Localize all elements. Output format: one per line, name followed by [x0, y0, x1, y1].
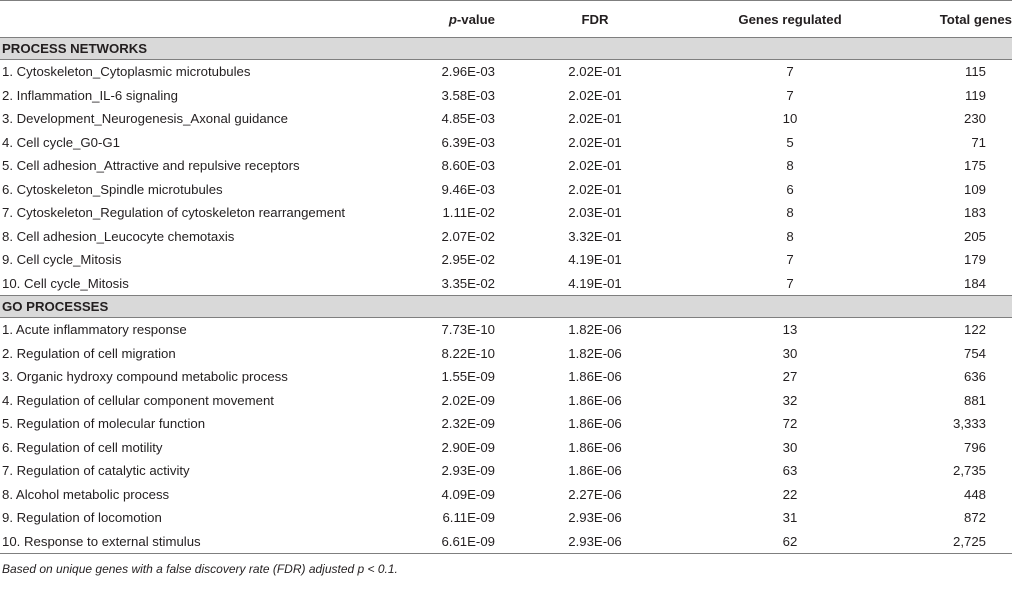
- cell-pvalue: 1.11E-02: [442, 205, 495, 221]
- cell-fdr: 2.03E-01: [568, 205, 622, 221]
- cell-name: 8. Cell adhesion_Leucocyte chemotaxis: [2, 228, 235, 244]
- table-row: [0, 225, 1012, 249]
- cell-total-genes: 122: [963, 322, 986, 338]
- cell-genes-regulated: 72: [782, 416, 798, 432]
- cell-name: 7. Cytoskeleton_Regulation of cytoskeleton rearrangement: [2, 205, 346, 221]
- cell-genes-regulated: 7: [786, 252, 794, 268]
- cell-total-genes: 115: [964, 64, 986, 80]
- cell-name: 9. Regulation of locomotion: [2, 510, 162, 526]
- cell-pvalue: 4.09E-09: [441, 486, 495, 502]
- cell-fdr: 2.93E-06: [568, 510, 622, 526]
- cell-fdr: 1.86E-06: [568, 416, 622, 432]
- cell-pvalue: 6.61E-09: [385, 530, 495, 554]
- cell-pvalue: 8.22E-10: [441, 345, 495, 361]
- table-row: [0, 342, 1012, 366]
- section-title: PROCESS NETWORKS: [0, 38, 1012, 60]
- cell-pvalue: 2.02E-09: [441, 392, 495, 408]
- table-row: [0, 530, 1012, 554]
- cell-genes-regulated: 27: [782, 369, 798, 385]
- table-row: [0, 84, 1012, 108]
- cell-total-genes: 109: [963, 181, 986, 197]
- table-row: [0, 412, 1012, 436]
- cell-total-genes: 230: [963, 111, 986, 127]
- cell-genes-regulated: 8: [786, 158, 794, 174]
- cell-genes-regulated: 30: [782, 345, 798, 361]
- header-pvalue-p: p: [448, 11, 457, 27]
- cell-total-genes: 183: [963, 205, 986, 221]
- cell-fdr: 2.02E-01: [568, 181, 622, 197]
- table-row: [0, 60, 1012, 84]
- cell-pvalue: 4.85E-03: [441, 111, 495, 127]
- header-genes-regulated: Genes regulated: [695, 1, 885, 38]
- cell-pvalue: 2.32E-09: [441, 416, 495, 432]
- cell-fdr: 4.19E-01: [568, 252, 622, 268]
- cell-total-genes: 796: [963, 439, 986, 455]
- cell-fdr: 2.27E-06: [568, 486, 622, 502]
- cell-name: 2. Inflammation_IL-6 signaling: [2, 87, 178, 103]
- cell-total-genes: 205: [963, 228, 986, 244]
- cell-genes-regulated: 5: [786, 134, 794, 150]
- header-total-genes: Total genes: [885, 1, 1012, 38]
- cell-total-genes: 119: [964, 87, 986, 103]
- cell-pvalue: 9.46E-03: [441, 181, 495, 197]
- header-name: [0, 1, 385, 38]
- cell-name: 1. Cytoskeleton_Cytoplasmic microtubules: [2, 64, 251, 80]
- cell-name: 1. Acute inflammatory response: [2, 322, 187, 338]
- header-pvalue: [385, 1, 495, 38]
- cell-pvalue: 8.60E-03: [441, 158, 495, 174]
- cell-pvalue: 1.55E-09: [441, 369, 495, 385]
- cell-total-genes: 2,725: [885, 530, 1012, 554]
- cell-genes-regulated: 6: [786, 181, 794, 197]
- cell-genes-regulated: 62: [695, 530, 885, 554]
- table-row: [0, 201, 1012, 225]
- cell-fdr: 2.02E-01: [568, 111, 622, 127]
- cell-total-genes: 881: [963, 392, 986, 408]
- footnote: Based on unique genes with a false discovery rate (FDR) adjusted p < 0.1.: [2, 562, 398, 576]
- table-row: [0, 272, 1012, 296]
- cell-name: 5. Cell adhesion_Attractive and repulsive receptors: [2, 158, 300, 174]
- cell-fdr: 1.86E-06: [568, 392, 622, 408]
- table-row: [0, 506, 1012, 530]
- table-row: [0, 483, 1012, 507]
- cell-fdr: 1.82E-06: [568, 322, 622, 338]
- cell-total-genes: 2,735: [952, 463, 986, 479]
- cell-total-genes: 448: [963, 486, 986, 502]
- cell-name: 4. Regulation of cellular component movement: [2, 392, 274, 408]
- cell-fdr: 4.19E-01: [568, 275, 622, 291]
- cell-pvalue: 3.58E-03: [441, 87, 495, 103]
- cell-name: 2. Regulation of cell migration: [2, 345, 176, 361]
- cell-fdr: 2.93E-06: [495, 530, 695, 554]
- cell-genes-regulated: 13: [782, 322, 798, 338]
- section-title: GO PROCESSES: [0, 296, 1012, 318]
- cell-fdr: 1.86E-06: [568, 369, 622, 385]
- cell-name: 10. Response to external stimulus: [0, 530, 385, 554]
- cell-total-genes: 754: [963, 345, 986, 361]
- cell-pvalue: 2.07E-02: [441, 228, 495, 244]
- cell-genes-regulated: 8: [786, 228, 794, 244]
- cell-genes-regulated: 31: [782, 510, 798, 526]
- header-row: [0, 1, 1012, 38]
- cell-fdr: 2.02E-01: [568, 87, 622, 103]
- table-row: [0, 318, 1012, 342]
- cell-total-genes: 175: [963, 158, 986, 174]
- cell-fdr: 3.32E-01: [568, 228, 622, 244]
- cell-total-genes: 3,333: [952, 416, 986, 432]
- cell-pvalue: 3.35E-02: [441, 275, 495, 291]
- cell-genes-regulated: 63: [782, 463, 798, 479]
- table-body: [0, 38, 1012, 554]
- table-row: [0, 365, 1012, 389]
- cell-genes-regulated: 7: [786, 87, 794, 103]
- cell-name: 4. Cell cycle_G0-G1: [2, 134, 120, 150]
- cell-fdr: 1.86E-06: [568, 439, 622, 455]
- cell-fdr: 2.02E-01: [568, 158, 622, 174]
- cell-name: 3. Development_Neurogenesis_Axonal guidance: [2, 111, 288, 127]
- table-row: [0, 154, 1012, 178]
- cell-name: 7. Regulation of catalytic activity: [2, 463, 190, 479]
- cell-total-genes: 179: [963, 252, 986, 268]
- cell-total-genes: 636: [963, 369, 986, 385]
- cell-fdr: 1.82E-06: [568, 345, 622, 361]
- cell-total-genes: 71: [971, 134, 986, 150]
- cell-genes-regulated: 7: [786, 275, 794, 291]
- table-row: [0, 107, 1012, 131]
- cell-pvalue: 7.73E-10: [441, 322, 495, 338]
- cell-pvalue: 2.90E-09: [441, 439, 495, 455]
- table-row: [0, 459, 1012, 483]
- table-row: [0, 436, 1012, 460]
- cell-pvalue: 2.95E-02: [441, 252, 495, 268]
- cell-name: 10. Cell cycle_Mitosis: [2, 275, 129, 291]
- table-row: [0, 389, 1012, 413]
- header-pvalue-suffix: -value: [456, 11, 495, 27]
- cell-fdr: 2.02E-01: [568, 64, 622, 80]
- table-row: [0, 131, 1012, 155]
- cell-name: 3. Organic hydroxy compound metabolic process: [2, 369, 288, 385]
- cell-name: 6. Cytoskeleton_Spindle microtubules: [2, 181, 223, 197]
- cell-pvalue: 2.93E-09: [441, 463, 495, 479]
- cell-genes-regulated: 7: [786, 64, 794, 80]
- cell-total-genes: 872: [963, 510, 986, 526]
- cell-fdr: 2.02E-01: [568, 134, 622, 150]
- section-header-row: [0, 38, 1012, 60]
- cell-name: 5. Regulation of molecular function: [2, 416, 206, 432]
- cell-pvalue: 2.96E-03: [441, 64, 495, 80]
- cell-genes-regulated: 30: [782, 439, 798, 455]
- cell-name: 8. Alcohol metabolic process: [2, 486, 170, 502]
- cell-pvalue: 6.11E-09: [442, 510, 495, 526]
- cell-fdr: 1.86E-06: [568, 463, 622, 479]
- cell-total-genes: 184: [963, 275, 986, 291]
- cell-genes-regulated: 32: [782, 392, 798, 408]
- table-row: [0, 178, 1012, 202]
- header-fdr: FDR: [495, 1, 695, 38]
- cell-genes-regulated: 8: [786, 205, 794, 221]
- cell-name: 6. Regulation of cell motility: [2, 439, 163, 455]
- section-header-row: [0, 296, 1012, 318]
- cell-name: 9. Cell cycle_Mitosis: [2, 252, 122, 268]
- cell-genes-regulated: 22: [782, 486, 798, 502]
- cell-genes-regulated: 10: [782, 111, 798, 127]
- table-row: [0, 248, 1012, 272]
- cell-pvalue: 6.39E-03: [441, 134, 495, 150]
